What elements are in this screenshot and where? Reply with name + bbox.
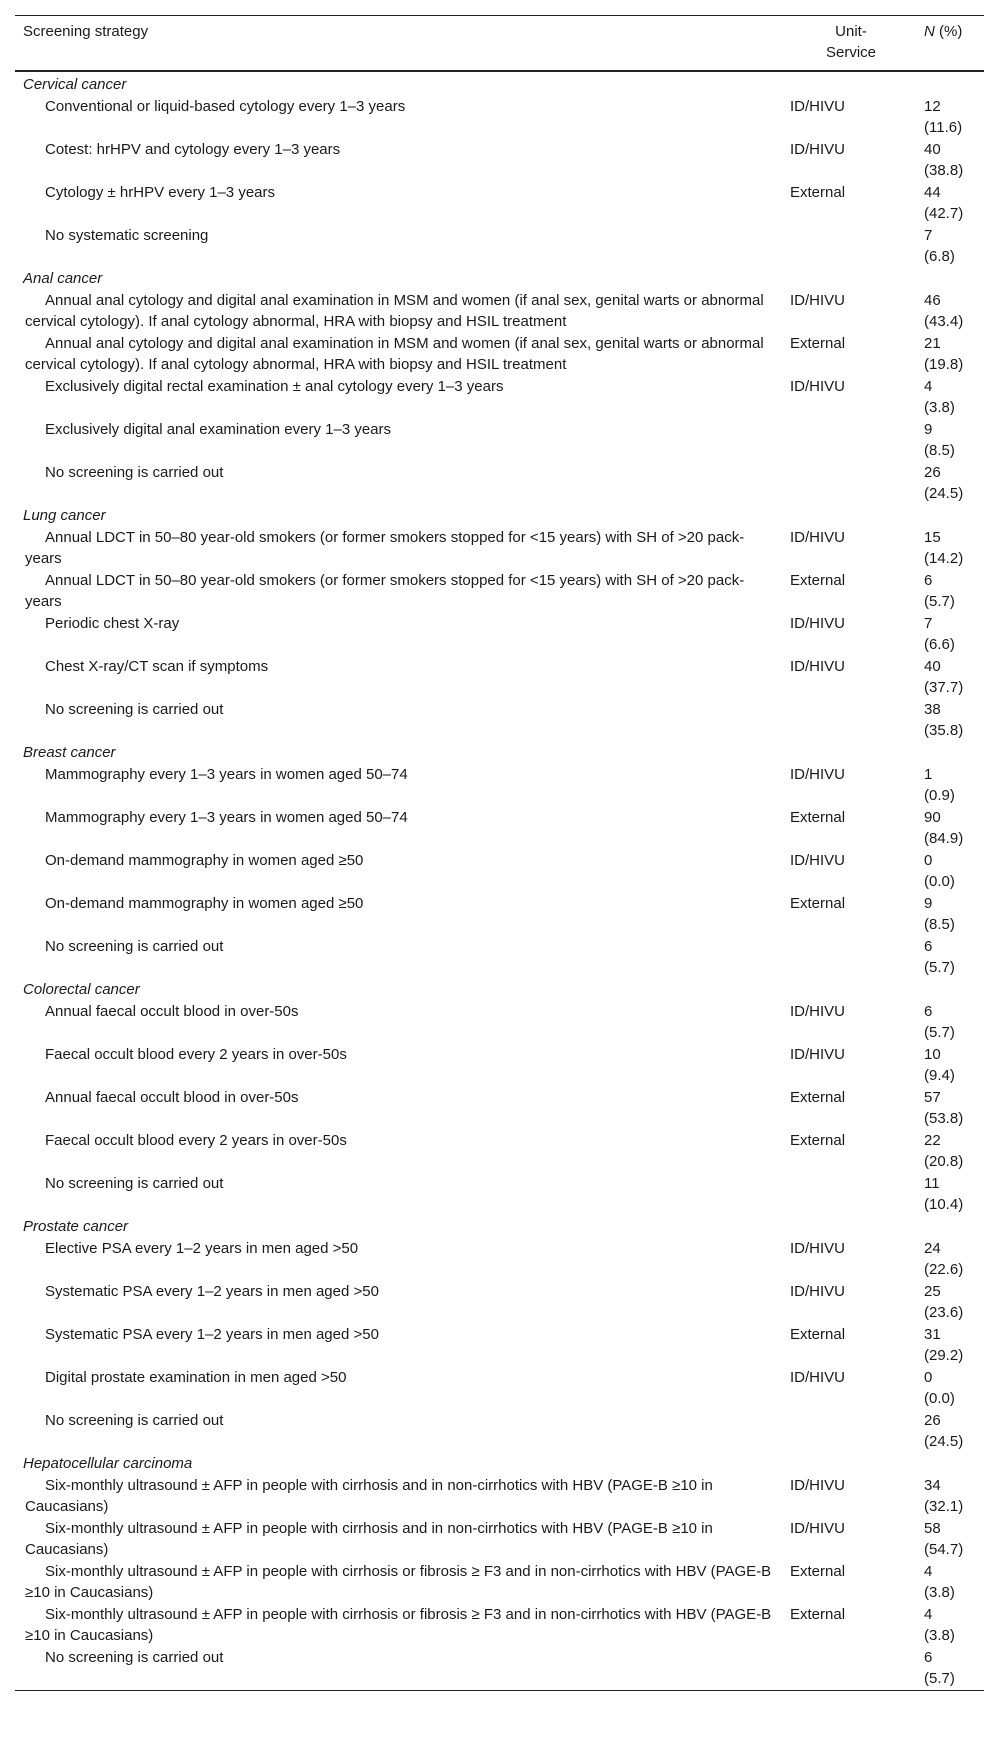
strategy-cell: Annual LDCT in 50–80 year-old smokers (or former smokers stopped for <15 years) with SH of >20 pack-years <box>25 571 745 610</box>
unit-service-cell: ID/HIVU <box>790 657 846 675</box>
table-row <box>15 764 984 807</box>
percent-value: (24.5) <box>924 484 964 502</box>
percent-value: (0.0) <box>924 872 955 890</box>
unit-service-cell: External <box>790 571 846 589</box>
n-percent-cell <box>914 527 984 570</box>
percent-value: (10.4) <box>924 1195 964 1213</box>
count-value: 38 <box>924 700 941 718</box>
count-value: 21 <box>924 334 941 352</box>
count-value: 7 <box>924 614 933 632</box>
table-row <box>15 1087 984 1130</box>
strategy-cell: Exclusively digital rectal examination ± anal cytology every 1–3 years <box>45 377 504 395</box>
count-value: 25 <box>924 1282 941 1300</box>
count-value: 1 <box>924 765 933 783</box>
percent-value: (84.9) <box>924 829 964 847</box>
unit-service-cell: External <box>790 1562 846 1580</box>
strategy-cell: Faecal occult blood every 2 years in over-50s <box>45 1045 347 1063</box>
table-bottom-rule <box>15 1690 984 1691</box>
percent-value: (24.5) <box>924 1432 964 1450</box>
table-row <box>15 936 984 979</box>
table-row <box>15 1044 984 1087</box>
strategy-cell: No systematic screening <box>45 226 209 244</box>
strategy-cell: Annual faecal occult blood in over-50s <box>45 1088 299 1106</box>
strategy-cell: On-demand mammography in women aged ≥50 <box>45 851 364 869</box>
header-unit-service: Unit- Service <box>825 23 877 61</box>
table-row <box>15 1324 984 1367</box>
percent-value: (5.7) <box>924 1023 955 1041</box>
n-percent-cell <box>914 1561 984 1604</box>
count-value: 4 <box>924 1605 933 1623</box>
count-value: 6 <box>924 937 933 955</box>
count-value: 46 <box>924 291 941 309</box>
table-row <box>15 527 984 570</box>
table-row <box>15 419 984 462</box>
table-row <box>15 96 984 139</box>
count-value: 9 <box>924 894 933 912</box>
section-header-row <box>15 979 984 1001</box>
unit-service-cell: ID/HIVU <box>790 1045 846 1063</box>
unit-service-cell: External <box>790 1088 846 1106</box>
section-title: Hepatocellular carcinoma <box>23 1454 193 1472</box>
n-percent-cell <box>914 182 984 225</box>
strategy-cell: No screening is carried out <box>45 1411 224 1429</box>
n-percent-cell <box>914 1173 984 1216</box>
n-percent-cell <box>914 807 984 850</box>
count-value: 7 <box>924 226 933 244</box>
percent-value: (3.8) <box>924 1626 955 1644</box>
n-percent-cell <box>914 893 984 936</box>
n-percent-cell <box>914 656 984 699</box>
count-value: 4 <box>924 377 933 395</box>
table-row <box>15 1561 984 1604</box>
strategy-cell: Exclusively digital anal examination every 1–3 years <box>45 420 392 438</box>
section-title: Cervical cancer <box>23 75 127 93</box>
percent-value: (8.5) <box>924 441 955 459</box>
unit-service-cell: ID/HIVU <box>790 1239 846 1257</box>
percent-value: (14.2) <box>924 549 964 567</box>
section-header-row <box>15 742 984 764</box>
percent-value: (37.7) <box>924 678 964 696</box>
strategy-cell: No screening is carried out <box>45 463 224 481</box>
n-percent-cell <box>914 225 984 268</box>
unit-service-cell <box>788 225 914 268</box>
percent-value: (43.4) <box>924 312 964 330</box>
strategy-cell: Elective PSA every 1–2 years in men aged >50 <box>45 1239 359 1257</box>
section-title: Prostate cancer <box>23 1217 129 1235</box>
table-row <box>15 570 984 613</box>
unit-service-cell <box>788 419 914 462</box>
section-title: Colorectal cancer <box>23 980 140 998</box>
strategy-cell: Annual anal cytology and digital anal examination in MSM and women (if anal sex, genital warts or abnormal cervical cytology). If anal cytology abnormal, HRA with biopsy and HSIL treatment <box>25 291 764 330</box>
table-row <box>15 1367 984 1410</box>
table-row <box>15 1238 984 1281</box>
n-percent-cell <box>914 1475 984 1518</box>
strategy-cell: Six-monthly ultrasound ± AFP in people with cirrhosis or fibrosis ≥ F3 and in non-cirrhotics with HBV (PAGE-B ≥10 in Caucasians) <box>25 1562 772 1601</box>
count-value: 12 <box>924 97 941 115</box>
n-percent-cell <box>914 1647 984 1690</box>
unit-service-cell: ID/HIVU <box>790 140 846 158</box>
count-value: 10 <box>924 1045 941 1063</box>
section-title: Breast cancer <box>23 743 116 761</box>
table-row <box>15 1604 984 1647</box>
unit-service-cell: ID/HIVU <box>790 1002 846 1020</box>
n-percent-cell <box>914 376 984 419</box>
count-value: 58 <box>924 1519 941 1537</box>
table-row <box>15 1281 984 1324</box>
percent-value: (3.8) <box>924 398 955 416</box>
percent-value: (53.8) <box>924 1109 964 1127</box>
count-value: 0 <box>924 851 933 869</box>
n-percent-cell <box>914 1281 984 1324</box>
count-value: 40 <box>924 657 941 675</box>
strategy-cell: Six-monthly ultrasound ± AFP in people with cirrhosis and in non-cirrhotics with HBV (PAGE-B ≥10 in Caucasians) <box>25 1476 713 1515</box>
percent-value: (5.7) <box>924 1669 955 1687</box>
count-value: 15 <box>924 528 941 546</box>
strategy-cell: Annual faecal occult blood in over-50s <box>45 1002 299 1020</box>
percent-value: (22.6) <box>924 1260 964 1278</box>
count-value: 9 <box>924 420 933 438</box>
unit-service-cell: ID/HIVU <box>790 97 846 115</box>
table-row <box>15 1001 984 1044</box>
count-value: 22 <box>924 1131 941 1149</box>
unit-service-cell: External <box>790 1605 846 1623</box>
percent-value: (35.8) <box>924 721 964 739</box>
table-row <box>15 807 984 850</box>
count-value: 44 <box>924 183 941 201</box>
strategy-cell: Conventional or liquid-based cytology every 1–3 years <box>45 97 406 115</box>
unit-service-cell: ID/HIVU <box>790 1476 846 1494</box>
header-screening-strategy: Screening strategy <box>23 23 149 40</box>
unit-service-cell <box>788 1410 914 1453</box>
header-n-percent: N (%) <box>924 23 963 40</box>
table-row <box>15 613 984 656</box>
count-value: 34 <box>924 1476 941 1494</box>
n-percent-cell <box>914 419 984 462</box>
strategy-cell: No screening is carried out <box>45 1648 224 1666</box>
n-percent-cell <box>914 333 984 376</box>
strategy-cell: On-demand mammography in women aged ≥50 <box>45 894 364 912</box>
strategy-cell: Systematic PSA every 1–2 years in men aged >50 <box>45 1325 379 1343</box>
percent-value: (6.6) <box>924 635 955 653</box>
table-body <box>15 71 984 1690</box>
strategy-cell: No screening is carried out <box>45 937 224 955</box>
strategy-cell: No screening is carried out <box>45 700 224 718</box>
unit-service-cell: External <box>790 1325 846 1343</box>
screening-table-container <box>15 15 984 1691</box>
section-header-row <box>15 71 984 96</box>
count-value: 26 <box>924 1411 941 1429</box>
table-row <box>15 893 984 936</box>
n-percent-cell <box>914 764 984 807</box>
table-row <box>15 139 984 182</box>
section-header-row <box>15 1453 984 1475</box>
strategy-cell: Annual anal cytology and digital anal examination in MSM and women (if anal sex, genital warts or abnormal cervical cytology). If anal cytology abnormal, HRA with biopsy and HSIL treatment <box>25 334 764 373</box>
table-header-row <box>15 16 984 71</box>
unit-service-cell: ID/HIVU <box>790 291 846 309</box>
n-percent-cell <box>914 462 984 505</box>
percent-value: (5.7) <box>924 592 955 610</box>
table-row <box>15 376 984 419</box>
n-percent-cell <box>914 699 984 742</box>
strategy-cell: Digital prostate examination in men aged >50 <box>45 1368 347 1386</box>
table-row <box>15 1130 984 1173</box>
table-row <box>15 850 984 893</box>
count-value: 24 <box>924 1239 941 1257</box>
count-value: 11 <box>924 1174 940 1192</box>
count-value: 6 <box>924 1648 933 1666</box>
count-value: 31 <box>924 1325 941 1343</box>
table-row <box>15 1173 984 1216</box>
unit-service-cell: External <box>790 1131 846 1149</box>
percent-value: (11.6) <box>924 118 963 136</box>
table-row <box>15 1410 984 1453</box>
screening-strategy-table <box>15 15 984 1690</box>
unit-service-cell: ID/HIVU <box>790 377 846 395</box>
percent-value: (0.9) <box>924 786 955 804</box>
percent-value: (5.7) <box>924 958 955 976</box>
n-percent-cell <box>914 936 984 979</box>
unit-service-cell: ID/HIVU <box>790 765 846 783</box>
unit-service-cell: ID/HIVU <box>790 1282 846 1300</box>
percent-value: (29.2) <box>924 1346 964 1364</box>
percent-value: (20.8) <box>924 1152 964 1170</box>
table-row <box>15 333 984 376</box>
percent-value: (38.8) <box>924 161 964 179</box>
section-header-row <box>15 505 984 527</box>
n-percent-cell <box>914 1044 984 1087</box>
count-value: 90 <box>924 808 941 826</box>
unit-service-cell: External <box>790 894 846 912</box>
percent-value: (3.8) <box>924 1583 955 1601</box>
percent-value: (6.8) <box>924 247 955 265</box>
unit-service-cell: External <box>790 808 846 826</box>
percent-value: (54.7) <box>924 1540 964 1558</box>
unit-service-cell <box>788 936 914 979</box>
unit-service-cell: External <box>790 183 846 201</box>
n-percent-cell <box>914 570 984 613</box>
section-header-row <box>15 1216 984 1238</box>
strategy-cell: Cytology ± hrHPV every 1–3 years <box>45 183 275 201</box>
n-percent-cell <box>914 1238 984 1281</box>
table-row <box>15 225 984 268</box>
unit-service-cell: ID/HIVU <box>790 1368 846 1386</box>
n-percent-cell <box>914 850 984 893</box>
table-row <box>15 182 984 225</box>
count-value: 0 <box>924 1368 933 1386</box>
table-row <box>15 462 984 505</box>
n-percent-cell <box>914 613 984 656</box>
unit-service-cell: External <box>790 334 846 352</box>
count-value: 4 <box>924 1562 933 1580</box>
unit-service-cell: ID/HIVU <box>790 851 846 869</box>
count-value: 40 <box>924 140 941 158</box>
table-row <box>15 290 984 333</box>
unit-service-cell <box>788 462 914 505</box>
n-percent-cell <box>914 1604 984 1647</box>
table-row <box>15 656 984 699</box>
percent-value: (42.7) <box>924 204 964 222</box>
strategy-cell: Chest X-ray/CT scan if symptoms <box>45 657 269 675</box>
n-percent-cell <box>914 1410 984 1453</box>
n-percent-cell <box>914 1324 984 1367</box>
percent-value: (9.4) <box>924 1066 955 1084</box>
percent-value: (8.5) <box>924 915 955 933</box>
n-percent-cell <box>914 139 984 182</box>
count-value: 6 <box>924 571 933 589</box>
percent-value: (32.1) <box>924 1497 964 1515</box>
percent-value: (19.8) <box>924 355 964 373</box>
count-value: 26 <box>924 463 941 481</box>
unit-service-cell <box>788 699 914 742</box>
percent-value: (0.0) <box>924 1389 955 1407</box>
strategy-cell: Six-monthly ultrasound ± AFP in people with cirrhosis and in non-cirrhotics with HBV (PAGE-B ≥10 in Caucasians) <box>25 1519 713 1558</box>
section-title: Lung cancer <box>23 506 106 524</box>
unit-service-cell: ID/HIVU <box>790 1519 846 1537</box>
unit-service-cell: ID/HIVU <box>790 614 846 632</box>
strategy-cell: Systematic PSA every 1–2 years in men aged >50 <box>45 1282 379 1300</box>
table-row <box>15 1647 984 1690</box>
count-value: 57 <box>924 1088 941 1106</box>
n-percent-cell <box>914 1367 984 1410</box>
table-row <box>15 1518 984 1561</box>
n-percent-cell <box>914 96 984 139</box>
unit-service-cell <box>788 1173 914 1216</box>
strategy-cell: Mammography every 1–3 years in women aged 50–74 <box>45 808 408 826</box>
section-title: Anal cancer <box>23 269 103 287</box>
unit-service-cell: ID/HIVU <box>790 528 846 546</box>
n-percent-cell <box>914 1130 984 1173</box>
strategy-cell: Mammography every 1–3 years in women aged 50–74 <box>45 765 408 783</box>
n-percent-cell <box>914 1001 984 1044</box>
strategy-cell: Faecal occult blood every 2 years in over-50s <box>45 1131 347 1149</box>
count-value: 6 <box>924 1002 933 1020</box>
strategy-cell: Six-monthly ultrasound ± AFP in people with cirrhosis or fibrosis ≥ F3 and in non-cirrhotics with HBV (PAGE-B ≥10 in Caucasians) <box>25 1605 772 1644</box>
n-percent-cell <box>914 290 984 333</box>
section-header-row <box>15 268 984 290</box>
table-row <box>15 1475 984 1518</box>
n-percent-cell <box>914 1087 984 1130</box>
strategy-cell: No screening is carried out <box>45 1174 224 1192</box>
n-percent-cell <box>914 1518 984 1561</box>
strategy-cell: Periodic chest X-ray <box>45 614 180 632</box>
unit-service-cell <box>788 1647 914 1690</box>
table-row <box>15 699 984 742</box>
strategy-cell: Annual LDCT in 50–80 year-old smokers (or former smokers stopped for <15 years) with SH of >20 pack-years <box>25 528 745 567</box>
percent-value: (23.6) <box>924 1303 964 1321</box>
strategy-cell: Cotest: hrHPV and cytology every 1–3 years <box>45 140 341 158</box>
